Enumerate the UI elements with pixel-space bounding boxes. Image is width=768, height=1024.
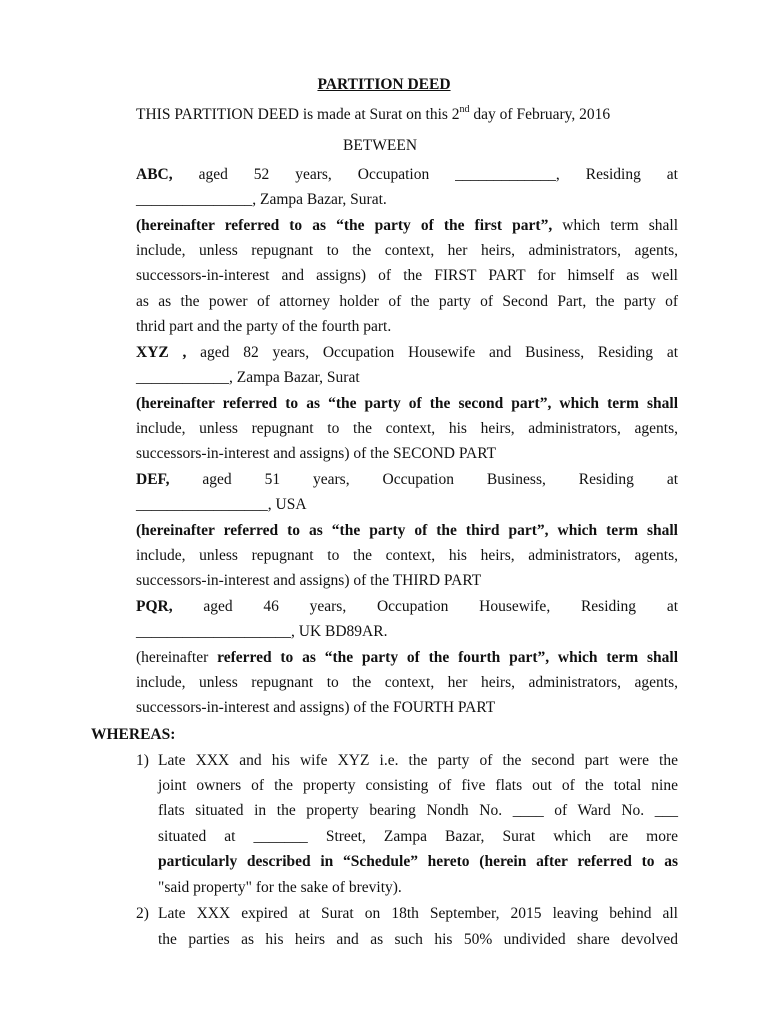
party-clause-line: include, unless repugnant to the context, her heirs, administrators, agents, (136, 242, 678, 259)
party-clause: (hereinafter referred to as “the party of the second part”, which term shall (136, 395, 678, 412)
party-address: _________________, USA (136, 496, 307, 513)
party-address: ____________, Zampa Bazar, Surat (136, 369, 360, 386)
party-clause: (hereinafter referred to as “the party of the third part”, which term shall (136, 522, 678, 539)
party-name: PQR, (136, 598, 173, 615)
party-first-line (136, 597, 678, 617)
party-first-line (136, 470, 678, 490)
item-number: 2) (136, 905, 149, 922)
item-line: the parties as his heirs and as such his 50% undivided share devolved (158, 931, 678, 948)
item-line: Late XXX and his wife XYZ i.e. the party of the second part were the (158, 752, 678, 769)
item-line: flats situated in the property bearing Nondh No. ____ of Ward No. ___ (158, 802, 678, 819)
party-clause-line: successors-in-interest and assigns) of the FOURTH PART (136, 699, 496, 716)
item-line: situated at _______ Street, Zampa Bazar, Surat which are more (158, 828, 678, 845)
intro-superscript: nd (459, 103, 470, 115)
party-name: DEF, (136, 471, 170, 488)
party-name: ABC, (136, 166, 173, 183)
clause-rest: which term shall (552, 217, 678, 234)
deed-intro (136, 105, 678, 125)
clause-bold: referred to as “the party of the fourth part”, which term shall (217, 649, 678, 666)
party-address: _______________, Zampa Bazar, Surat. (136, 191, 387, 208)
party-name: XYZ , (136, 344, 187, 361)
party-clause-line: include, unless repugnant to the context, his heirs, administrators, agents, (136, 547, 678, 564)
party-clause-line: successors-in-interest and assigns) of the FIRST PART for himself as well (136, 267, 678, 284)
party-clause-line: successors-in-interest and assigns) of the SECOND PART (136, 445, 497, 462)
party-details: aged 52 years, Occupation _____________, Residing at (198, 166, 678, 183)
party-clause-line: thrid part and the party of the fourth part. (136, 318, 392, 335)
party-clause-line: as as the power of attorney holder of the party of Second Part, the party of (136, 293, 678, 310)
clause-bold: (hereinafter referred to as “the party of the first part”, (136, 217, 553, 234)
item-line: "said property" for the sake of brevity). (158, 879, 402, 896)
party-clause-line: include, unless repugnant to the context, his heirs, administrators, agents, (136, 420, 678, 437)
deed-title: PARTITION DEED (317, 76, 451, 93)
party-details: aged 51 years, Occupation Business, Residing at (202, 471, 679, 488)
item-line-bold: particularly described in “Schedule” hereto (herein after referred to as (158, 853, 678, 870)
item-line: Late XXX expired at Surat on 18th September, 2015 leaving behind all (158, 905, 678, 922)
between-heading: BETWEEN (343, 137, 418, 154)
party-details: aged 82 years, Occupation Housewife and Business, Residing at (200, 344, 678, 361)
party-address: ____________________, UK BD89AR. (136, 623, 388, 640)
party-first-line (136, 343, 678, 363)
party-clause (136, 216, 678, 236)
intro-date: day of February, 2016 (469, 106, 611, 123)
party-first-line (136, 165, 678, 185)
party-clause-line: successors-in-interest and assigns) of the THIRD PART (136, 572, 482, 589)
intro-text: THIS PARTITION DEED is made at Surat on this 2 (136, 106, 460, 123)
whereas-heading: WHEREAS: (91, 726, 176, 743)
party-clause-line: include, unless repugnant to the context, her heirs, administrators, agents, (136, 674, 678, 691)
item-line: joint owners of the property consisting of five flats out of the total nine (158, 777, 678, 794)
party-details: aged 46 years, Occupation Housewife, Residing at (203, 598, 679, 615)
item-number: 1) (136, 752, 149, 769)
clause-plain: (hereinafter (136, 649, 218, 666)
party-clause (136, 648, 678, 668)
